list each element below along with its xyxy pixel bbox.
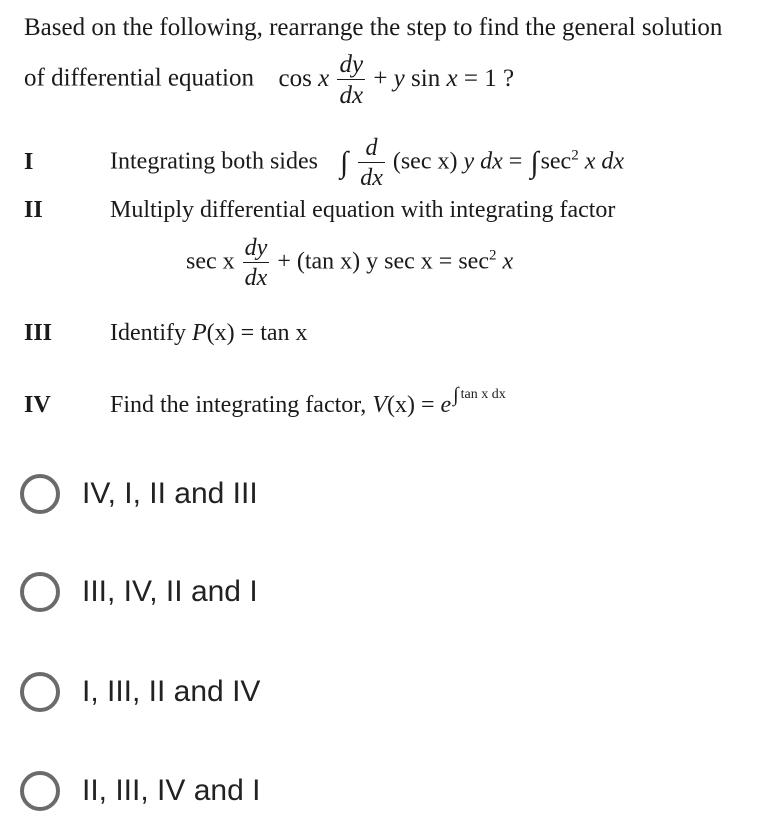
exponent: 2 bbox=[571, 147, 579, 164]
option-label: I, III, II and IV bbox=[82, 675, 261, 708]
option-3[interactable] bbox=[20, 666, 260, 718]
fraction-numerator: d bbox=[358, 136, 385, 163]
var-y: y bbox=[393, 64, 405, 92]
step-iii-text: Identify bbox=[110, 320, 186, 346]
option-label: III, IV, II and I bbox=[82, 575, 258, 608]
var-v: V bbox=[372, 392, 387, 418]
integral-icon: ∫ bbox=[453, 384, 459, 406]
var-x: x bbox=[502, 248, 514, 275]
step-ii-heading bbox=[24, 197, 615, 224]
var-e: e bbox=[440, 392, 452, 418]
question-mark: ? bbox=[502, 64, 515, 92]
sec-x-term: (sec x) bbox=[392, 148, 458, 175]
option-label: IV, I, II and III bbox=[82, 477, 258, 510]
exponent-text: tan x dx bbox=[460, 387, 506, 402]
dy-dx-fraction bbox=[337, 52, 365, 108]
option-1[interactable] bbox=[20, 468, 258, 520]
step-iv-text: Find the integrating factor, bbox=[110, 392, 367, 418]
step-i-text: Integrating both sides bbox=[110, 148, 318, 175]
step-ii-numeral: II bbox=[24, 197, 43, 223]
sec-text: sec bbox=[540, 148, 572, 175]
constant-one: 1 bbox=[484, 64, 497, 92]
function-argument: (x) bbox=[386, 392, 415, 418]
question-line-2 bbox=[24, 52, 514, 108]
var-x: x bbox=[446, 64, 458, 92]
fraction-numerator: dy bbox=[244, 235, 268, 261]
x-dx-term: x dx bbox=[584, 148, 625, 175]
step-ii-text: Multiply differential equation with integrating factor bbox=[110, 197, 616, 223]
question-line-1: Based on the following, rearrange the step to find the general solution bbox=[24, 14, 723, 41]
equals-sign: = bbox=[438, 248, 453, 275]
tan-term: + (tan x) y sec x bbox=[277, 248, 433, 275]
step-ii-equation bbox=[186, 236, 513, 290]
fraction-denominator: dx bbox=[339, 82, 364, 109]
function-argument: (x) bbox=[206, 320, 235, 346]
step-i-numeral: I bbox=[24, 148, 34, 175]
radio-circle-icon[interactable] bbox=[20, 572, 60, 612]
step-i bbox=[24, 136, 624, 190]
fraction-denominator: dx bbox=[360, 165, 383, 191]
equals-sign: = bbox=[420, 392, 435, 418]
tan-x-term: tan x bbox=[260, 320, 308, 346]
fraction-numerator: dy bbox=[339, 51, 364, 78]
d-dx-fraction bbox=[358, 136, 385, 190]
sec-text: sec bbox=[458, 248, 489, 275]
option-2[interactable] bbox=[20, 566, 258, 618]
fraction-denominator: dx bbox=[244, 265, 268, 291]
integral-icon: ∫ bbox=[339, 145, 349, 179]
equals-sign: = bbox=[463, 64, 478, 92]
y-dx-term: y dx bbox=[463, 148, 503, 175]
cos-text: cos bbox=[278, 64, 312, 92]
question-line-2-text: of differential equation bbox=[24, 64, 255, 92]
radio-circle-icon[interactable] bbox=[20, 672, 60, 712]
var-x: x bbox=[318, 64, 330, 92]
sin-text: sin bbox=[411, 64, 441, 92]
equals-sign: = bbox=[240, 320, 255, 346]
question-equation bbox=[278, 51, 515, 109]
step-iii-numeral: III bbox=[24, 320, 53, 346]
var-p: P bbox=[191, 320, 207, 346]
radio-circle-icon[interactable] bbox=[20, 771, 60, 811]
radio-circle-icon[interactable] bbox=[20, 474, 60, 514]
dy-dx-fraction bbox=[243, 236, 270, 290]
plus-sign: + bbox=[373, 64, 388, 92]
exponent-group bbox=[451, 384, 506, 406]
integral-icon: ∫ bbox=[530, 145, 539, 179]
step-iii bbox=[24, 320, 308, 347]
option-4[interactable] bbox=[20, 765, 260, 817]
option-label: II, III, IV and I bbox=[82, 774, 261, 807]
sec-x-term: sec x bbox=[186, 248, 235, 275]
equals-sign: = bbox=[508, 148, 523, 175]
exponent: 2 bbox=[489, 247, 497, 264]
step-iv bbox=[24, 384, 506, 419]
step-iv-numeral: IV bbox=[24, 392, 51, 418]
